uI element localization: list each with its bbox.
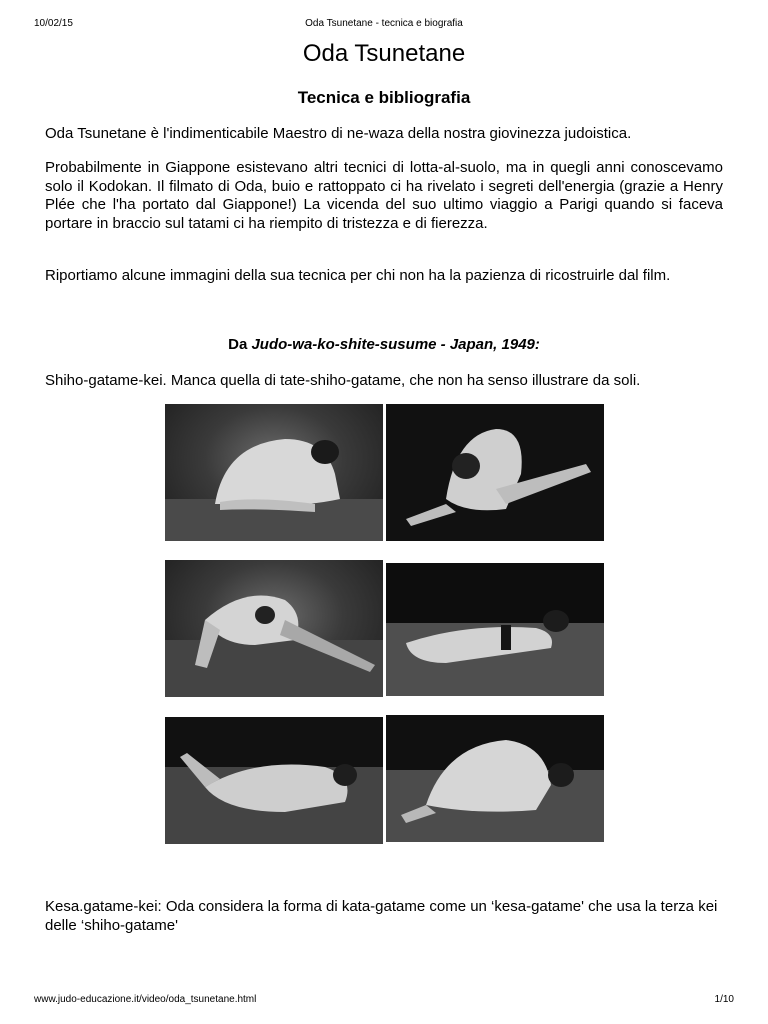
page-number: 1/10	[714, 994, 734, 1005]
technique-photo-2	[386, 404, 604, 541]
technique-photo-3	[165, 560, 383, 697]
images-intro-paragraph: Riportiamo alcune immagini della sua tecnica per chi non ha la pazienza di ricostruirle dal film.	[45, 267, 671, 284]
technique-photo-4	[386, 563, 604, 696]
technique-photo-1	[165, 404, 383, 541]
history-paragraph: Probabilmente in Giappone esistevano altri tecnici di lotta-al-suolo, ma in quegli anni conoscevamo solo il Kodokan. Il filmato di Oda, buio e rattoppato ci ha rivelato i segreti dell'energia (grazie a Henry Plée che l'ha portato dal Giappone!) La vicenda del suo ultimo viaggio a Parigi quando si faceva portare in braccio sul tatami ci ha riempito di tristezza e di fierezza.	[45, 159, 723, 232]
section-heading-source: Judo-wa-ko-shite-susume - Japan, 1949:	[251, 336, 540, 353]
kesa-gatame-paragraph: Kesa.gatame-kei: Oda considera la forma di kata-gatame come un ‘kesa-gatame' che usa la terza kei delle ‘shiho-gatame'	[45, 898, 718, 934]
shiho-gatame-paragraph: Shiho-gatame-kei. Manca quella di tate-shiho-gatame, che non ha senso illustrare da soli.	[45, 372, 641, 389]
section-heading	[0, 336, 768, 353]
page-title: Oda Tsunetane	[302, 40, 466, 67]
print-date: 10/02/15	[34, 18, 73, 29]
print-title: Oda Tsunetane - tecnica e biografia	[305, 18, 463, 29]
intro-paragraph: Oda Tsunetane è l'indimenticabile Maestro di ne-waza della nostra giovinezza judoistica.	[45, 125, 632, 142]
technique-photo-6	[386, 715, 604, 842]
technique-photo-5	[165, 717, 383, 844]
section-heading-prefix: Da	[228, 336, 252, 353]
page-subtitle: Tecnica e bibliografia	[297, 88, 471, 107]
print-url: www.judo-educazione.it/video/oda_tsunetane.html	[34, 994, 257, 1005]
